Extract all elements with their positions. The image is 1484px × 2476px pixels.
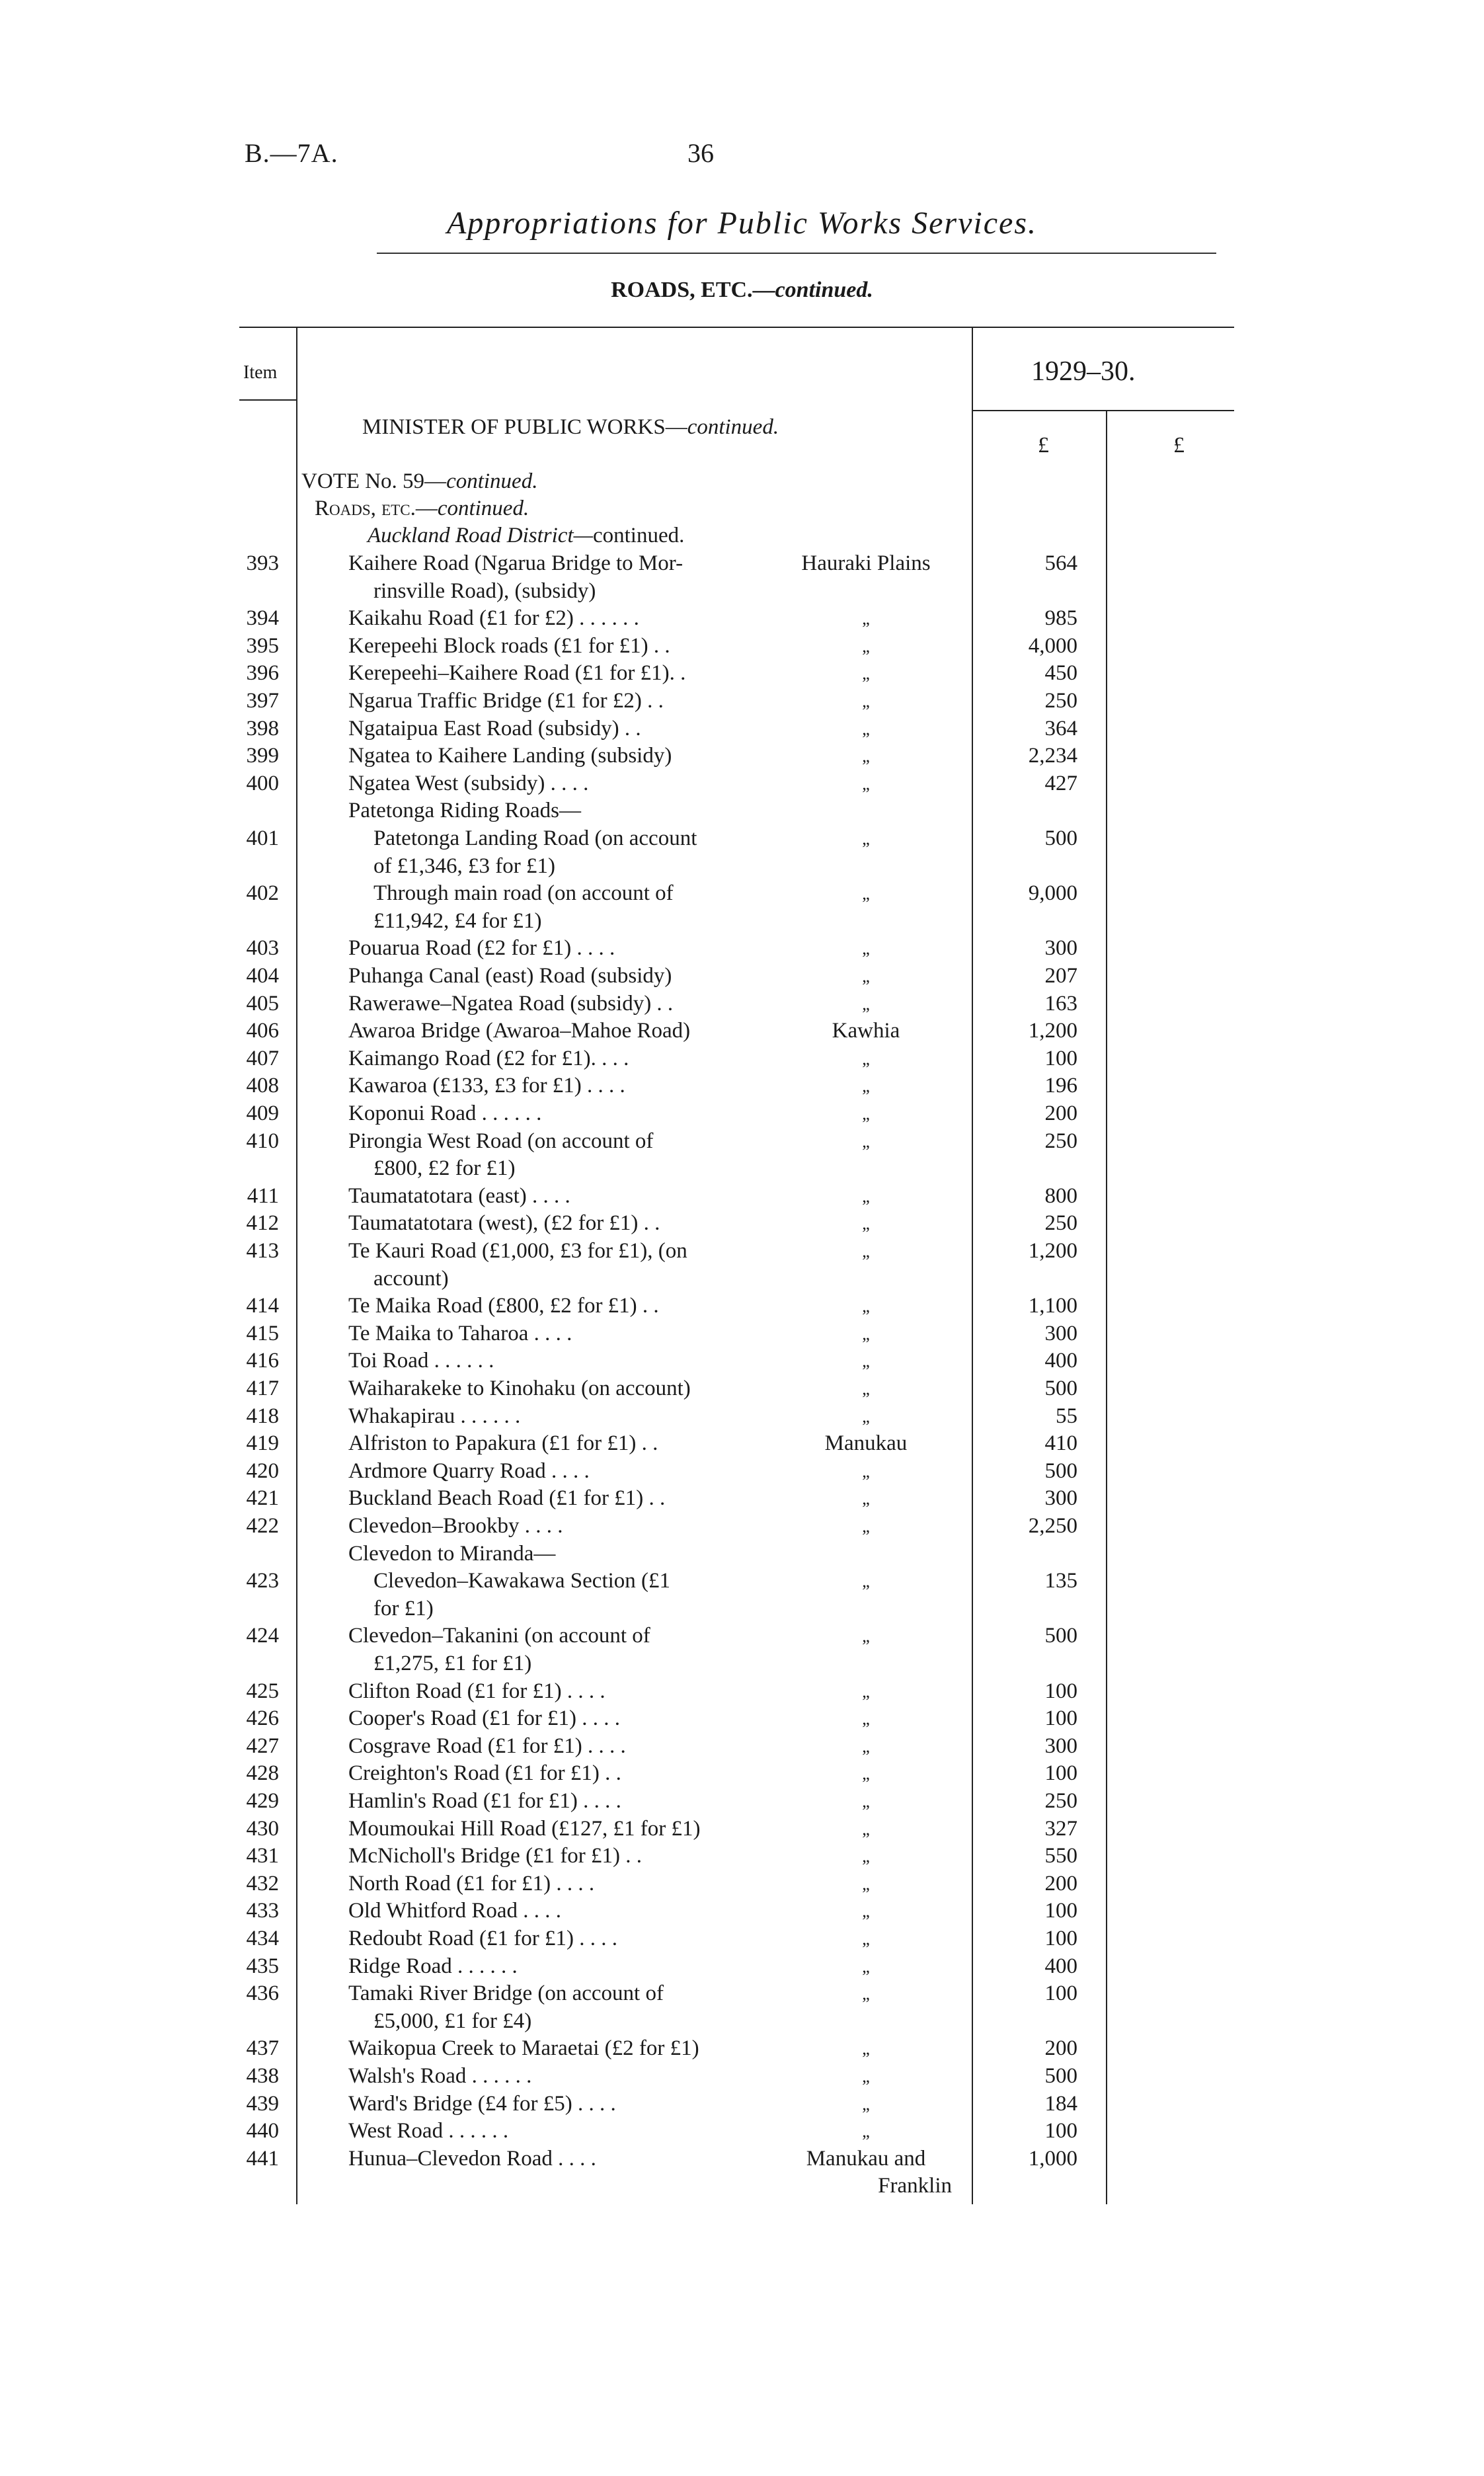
item-description: Kaimango Road (£2 for £1). . . . — [348, 1046, 629, 1070]
item-amount: 1,200 — [1028, 1239, 1077, 1263]
road-district: „ — [862, 1984, 870, 2004]
title-rule — [377, 253, 1216, 254]
item-amount: 100 — [1044, 1706, 1077, 1731]
item-description-cont: £1,275, £1 for £1) — [373, 1652, 532, 1675]
item-description: Ngarua Traffic Bridge (£1 for £2) . . — [348, 689, 664, 713]
item-amount: 135 — [1044, 1569, 1077, 1593]
item-description: Moumoukai Hill Road (£127, £1 for £1) — [348, 1816, 701, 1841]
road-district: „ — [862, 1461, 870, 1481]
road-district: „ — [862, 719, 870, 739]
item-amount: 300 — [1044, 1321, 1077, 1345]
item-description: Ngataipua East Road (subsidy) . . — [348, 716, 641, 740]
document-reference: B.—7A. — [245, 138, 338, 168]
item-amount: 100 — [1044, 1899, 1077, 1923]
item-amount: 300 — [1044, 936, 1077, 961]
item-number: 393 — [246, 551, 279, 575]
year-column-header: 1929–30. — [1031, 356, 1136, 387]
item-number: 409 — [246, 1101, 279, 1125]
road-district: „ — [862, 1351, 870, 1371]
road-district: „ — [862, 2039, 870, 2059]
road-district: „ — [862, 664, 870, 684]
item-header-rule — [239, 399, 297, 401]
item-amount: 327 — [1044, 1816, 1077, 1841]
road-district: „ — [862, 1901, 870, 1921]
item-description: North Road (£1 for £1) . . . . — [348, 1871, 595, 1896]
item-amount: 100 — [1044, 1761, 1077, 1786]
road-district: „ — [862, 1379, 870, 1398]
total-column-divider — [1106, 410, 1107, 2204]
roads-text: Roads, etc.— — [315, 497, 438, 520]
item-amount: 163 — [1044, 991, 1077, 1016]
item-number: 401 — [246, 826, 279, 850]
item-amount: 200 — [1044, 1871, 1077, 1896]
section-heading — [0, 278, 1484, 303]
page-title: Appropriations for Public Works Services. — [446, 206, 1038, 241]
item-number: 405 — [246, 991, 279, 1016]
item-description: Alfriston to Papakura (£1 for £1) . . — [348, 1431, 658, 1456]
page-number: 36 — [687, 138, 714, 168]
road-district: „ — [862, 1131, 870, 1151]
pound-unit-2: £ — [1173, 433, 1185, 458]
item-number: 432 — [246, 1871, 279, 1896]
road-district: „ — [862, 1626, 870, 1646]
item-description: Pouarua Road (£2 for £1) . . . . — [348, 936, 615, 961]
item-number: 440 — [246, 2119, 279, 2143]
item-amount: 450 — [1044, 661, 1077, 686]
item-amount: 985 — [1044, 606, 1077, 631]
item-description: Taumatatotara (east) . . . . — [348, 1183, 570, 1208]
item-number: 431 — [246, 1844, 279, 1868]
year-header-rule — [972, 410, 1234, 411]
item-description: McNicholl's Bridge (£1 for £1) . . — [348, 1844, 643, 1868]
item-description: Hunua–Clevedon Road . . . . — [348, 2146, 596, 2171]
roads-heading — [315, 495, 529, 522]
item-number: 408 — [246, 1074, 279, 1098]
item-description: Ward's Bridge (£4 for £5) . . . . — [348, 2091, 616, 2116]
road-district: „ — [862, 2094, 870, 2114]
item-number: 406 — [246, 1019, 279, 1043]
item-description: Ridge Road . . . . . . — [348, 1954, 518, 1978]
item-amount: 250 — [1044, 689, 1077, 713]
item-amount: 55 — [1056, 1404, 1077, 1428]
minister-cont: continued. — [687, 415, 779, 439]
item-description-cont: account) — [373, 1266, 449, 1291]
item-description: Ardmore Quarry Road . . . . — [348, 1458, 590, 1483]
item-description: Creighton's Road (£1 for £1) . . — [348, 1761, 621, 1786]
item-number: 419 — [246, 1431, 279, 1456]
item-number: 425 — [246, 1679, 279, 1703]
item-description: Kaikahu Road (£1 for £2) . . . . . . — [348, 606, 639, 631]
item-description: Kerepeehi Block roads (£1 for £1) . . — [348, 633, 670, 658]
item-amount: 207 — [1044, 964, 1077, 988]
item-amount: 100 — [1044, 2119, 1077, 2143]
item-description: Tamaki River Bridge (on account of — [348, 1981, 664, 2006]
item-amount: 800 — [1044, 1183, 1077, 1208]
item-description: Pirongia West Road (on account of — [348, 1129, 654, 1153]
item-number: 437 — [246, 2036, 279, 2061]
road-district: „ — [862, 1517, 870, 1536]
item-number: 436 — [246, 1981, 279, 2006]
item-number: 395 — [246, 633, 279, 658]
item-number: 402 — [246, 881, 279, 906]
item-amount: 300 — [1044, 1734, 1077, 1758]
item-amount: 250 — [1044, 1211, 1077, 1236]
item-amount: 1,200 — [1028, 1019, 1077, 1043]
item-amount: 500 — [1044, 1377, 1077, 1400]
item-number: 430 — [246, 1816, 279, 1841]
item-number: 407 — [246, 1046, 279, 1070]
item-number: 421 — [246, 1486, 279, 1511]
item-description: Te Maika to Taharoa . . . . — [348, 1321, 572, 1345]
road-district: „ — [862, 1681, 870, 1701]
item-number: 394 — [246, 606, 279, 631]
item-description-cont: £800, £2 for £1) — [373, 1156, 516, 1181]
item-description: West Road . . . . . . — [348, 2119, 509, 2143]
item-description: Walsh's Road . . . . . . — [348, 2064, 532, 2088]
road-district: „ — [862, 1572, 870, 1591]
road-district: Kawhia — [832, 1019, 900, 1043]
item-number: 415 — [246, 1321, 279, 1345]
road-district: „ — [862, 1489, 870, 1509]
item-description-cont: rinsville Road), (subsidy) — [373, 579, 596, 603]
item-number: 420 — [246, 1458, 279, 1483]
item-description: Through main road (on account of — [373, 881, 674, 906]
item-description: Ngatea to Kaihere Landing (subsidy) — [348, 744, 672, 768]
road-district: „ — [862, 1764, 870, 1784]
item-number: 411 — [247, 1183, 279, 1208]
item-number: 428 — [246, 1761, 279, 1786]
item-amount: 427 — [1044, 771, 1077, 795]
item-amount: 500 — [1044, 826, 1077, 850]
item-number: 399 — [246, 744, 279, 768]
item-description: Kaihere Road (Ngarua Bridge to Mor- — [348, 551, 683, 575]
item-description: Kerepeehi–Kaihere Road (£1 for £1). . — [348, 661, 686, 686]
item-description: Clevedon–Kawakawa Section (£1 — [373, 1569, 671, 1593]
item-number: 427 — [246, 1734, 279, 1758]
item-number: 426 — [246, 1706, 279, 1731]
item-number: 414 — [246, 1294, 279, 1318]
item-number: 400 — [246, 771, 279, 795]
road-district: Manukau and — [806, 2146, 926, 2171]
vote-cont: continued. — [446, 469, 538, 493]
road-district: „ — [862, 1956, 870, 1976]
item-amount: 400 — [1044, 1349, 1077, 1373]
item-amount: 410 — [1044, 1431, 1077, 1456]
road-district: „ — [862, 1076, 870, 1096]
item-number: 413 — [246, 1239, 279, 1263]
item-description: Ngatea West (subsidy) . . . . — [348, 771, 589, 795]
item-description: Te Kauri Road (£1,000, £3 for £1), (on — [348, 1239, 687, 1263]
item-amount: 100 — [1044, 1679, 1077, 1703]
road-district: „ — [862, 1736, 870, 1756]
item-description: Clevedon–Brookby . . . . — [348, 1514, 563, 1538]
item-description: Te Maika Road (£800, £2 for £1) . . — [348, 1294, 659, 1318]
road-district-cont: Franklin — [878, 2174, 952, 2198]
item-amount: 4,000 — [1028, 633, 1077, 658]
item-description: Patetonga Riding Roads— — [348, 799, 581, 823]
vote-heading — [301, 468, 537, 495]
item-description: Redoubt Road (£1 for £1) . . . . — [348, 1927, 617, 1950]
item-amount: 250 — [1044, 1129, 1077, 1153]
item-amount: 550 — [1044, 1844, 1077, 1868]
item-number: 439 — [246, 2091, 279, 2116]
item-number: 416 — [246, 1349, 279, 1373]
road-district: „ — [862, 692, 870, 711]
road-district: „ — [862, 1847, 870, 1866]
item-amount: 100 — [1044, 1927, 1077, 1950]
road-district: „ — [862, 1874, 870, 1894]
item-number: 403 — [246, 936, 279, 961]
road-district: „ — [862, 1819, 870, 1839]
item-number: 398 — [246, 716, 279, 740]
road-district: „ — [862, 2122, 870, 2141]
item-description: Whakapirau . . . . . . — [348, 1404, 521, 1428]
item-number: 417 — [246, 1377, 279, 1400]
section-heading-text: ROADS, ETC.— — [611, 278, 775, 302]
item-amount: 100 — [1044, 1981, 1077, 2006]
item-number: 433 — [246, 1899, 279, 1923]
item-number: 404 — [246, 964, 279, 988]
road-district: „ — [862, 1242, 870, 1261]
road-district: „ — [862, 1297, 870, 1316]
roads-cont: continued. — [437, 497, 529, 520]
section-heading-cont: continued. — [775, 278, 873, 302]
road-district: „ — [862, 2067, 870, 2086]
item-number: 422 — [246, 1514, 279, 1538]
item-amount: 500 — [1044, 1458, 1077, 1483]
item-description-cont: of £1,346, £3 for £1) — [373, 854, 555, 878]
minister-heading — [362, 414, 779, 441]
item-column-header: Item — [243, 362, 278, 383]
pound-unit-1: £ — [1038, 433, 1049, 458]
item-amount: 184 — [1044, 2091, 1077, 2116]
item-description: Hamlin's Road (£1 for £1) . . . . — [348, 1789, 621, 1813]
road-district: „ — [862, 994, 870, 1014]
table-top-rule — [239, 327, 1234, 328]
item-description: Clevedon to Miranda— — [348, 1541, 556, 1566]
item-description: Patetonga Landing Road (on account — [373, 826, 697, 850]
item-number: 410 — [246, 1129, 279, 1153]
item-description: Koponui Road . . . . . . — [348, 1101, 542, 1125]
item-number: 441 — [246, 2146, 279, 2171]
item-number: 429 — [246, 1789, 279, 1813]
item-amount: 364 — [1044, 716, 1077, 740]
item-description: Awaroa Bridge (Awaroa–Mahoe Road) — [348, 1019, 691, 1043]
road-district: „ — [862, 1186, 870, 1206]
item-number: 424 — [246, 1624, 279, 1648]
item-amount: 196 — [1044, 1074, 1077, 1098]
district-heading — [368, 522, 684, 549]
item-description: Kawaroa (£133, £3 for £1) . . . . — [348, 1074, 625, 1098]
road-district: „ — [862, 636, 870, 656]
road-district: „ — [862, 746, 870, 766]
road-district: „ — [862, 1709, 870, 1729]
item-number: 423 — [246, 1569, 279, 1593]
item-amount: 9,000 — [1028, 881, 1077, 906]
road-district: „ — [862, 1214, 870, 1234]
road-district: „ — [862, 939, 870, 959]
item-description-cont: £5,000, £1 for £4) — [373, 2009, 532, 2033]
item-description-cont: £11,942, £4 for £1) — [373, 908, 542, 933]
road-district: „ — [862, 1929, 870, 1948]
amount-column-divider — [972, 327, 973, 2204]
item-number: 434 — [246, 1927, 279, 1950]
road-district: „ — [862, 829, 870, 848]
item-amount: 200 — [1044, 1101, 1077, 1125]
vote-text: VOTE No. 59— — [301, 469, 447, 493]
item-number: 435 — [246, 1954, 279, 1978]
item-number: 418 — [246, 1404, 279, 1428]
item-description: Clevedon–Takanini (on account of — [348, 1624, 650, 1648]
item-description: Buckland Beach Road (£1 for £1) . . — [348, 1486, 666, 1511]
item-amount: 1,100 — [1028, 1294, 1077, 1318]
district-cont: continued. — [592, 524, 685, 547]
road-district: „ — [862, 1049, 870, 1068]
item-amount: 2,234 — [1028, 744, 1077, 768]
item-amount: 300 — [1044, 1486, 1077, 1511]
road-district: „ — [862, 884, 870, 904]
road-district: Hauraki Plains — [801, 551, 931, 575]
item-description: Puhanga Canal (east) Road (subsidy) — [348, 964, 672, 988]
item-description-cont: for £1) — [373, 1596, 434, 1620]
item-description: Toi Road . . . . . . — [348, 1349, 494, 1373]
item-description: Waiharakeke to Kinohaku (on account) — [348, 1377, 691, 1400]
item-description: Clifton Road (£1 for £1) . . . . — [348, 1679, 605, 1703]
item-amount: 564 — [1044, 551, 1077, 575]
item-description: Rawerawe–Ngatea Road (subsidy) . . — [348, 991, 674, 1016]
item-description: Taumatatotara (west), (£2 for £1) . . — [348, 1211, 660, 1236]
item-amount: 500 — [1044, 2064, 1077, 2088]
item-amount: 1,000 — [1028, 2146, 1077, 2171]
item-description: Cooper's Road (£1 for £1) . . . . — [348, 1706, 621, 1731]
district-text: Auckland Road District— — [368, 524, 593, 547]
minister-text: MINISTER OF PUBLIC WORKS— — [362, 415, 687, 439]
road-district: „ — [862, 1324, 870, 1343]
road-district: „ — [862, 609, 870, 629]
item-number: 412 — [246, 1211, 279, 1236]
item-amount: 400 — [1044, 1954, 1077, 1978]
item-description: Cosgrave Road (£1 for £1) . . . . — [348, 1734, 626, 1758]
road-district: Manukau — [824, 1431, 908, 1456]
road-district: „ — [862, 1406, 870, 1426]
item-amount: 250 — [1044, 1789, 1077, 1813]
item-description: Waikopua Creek to Maraetai (£2 for £1) — [348, 2036, 699, 2061]
item-amount: 2,250 — [1028, 1514, 1077, 1538]
item-column-divider — [296, 327, 297, 2204]
road-district: „ — [862, 967, 870, 986]
item-number: 397 — [246, 689, 279, 713]
item-amount: 200 — [1044, 2036, 1077, 2061]
item-amount: 100 — [1044, 1046, 1077, 1070]
road-district: „ — [862, 1792, 870, 1811]
road-district: „ — [862, 1104, 870, 1123]
road-district: „ — [862, 774, 870, 793]
item-amount: 500 — [1044, 1624, 1077, 1648]
item-number: 396 — [246, 661, 279, 686]
item-description: Old Whitford Road . . . . — [348, 1899, 562, 1923]
item-number: 438 — [246, 2064, 279, 2088]
